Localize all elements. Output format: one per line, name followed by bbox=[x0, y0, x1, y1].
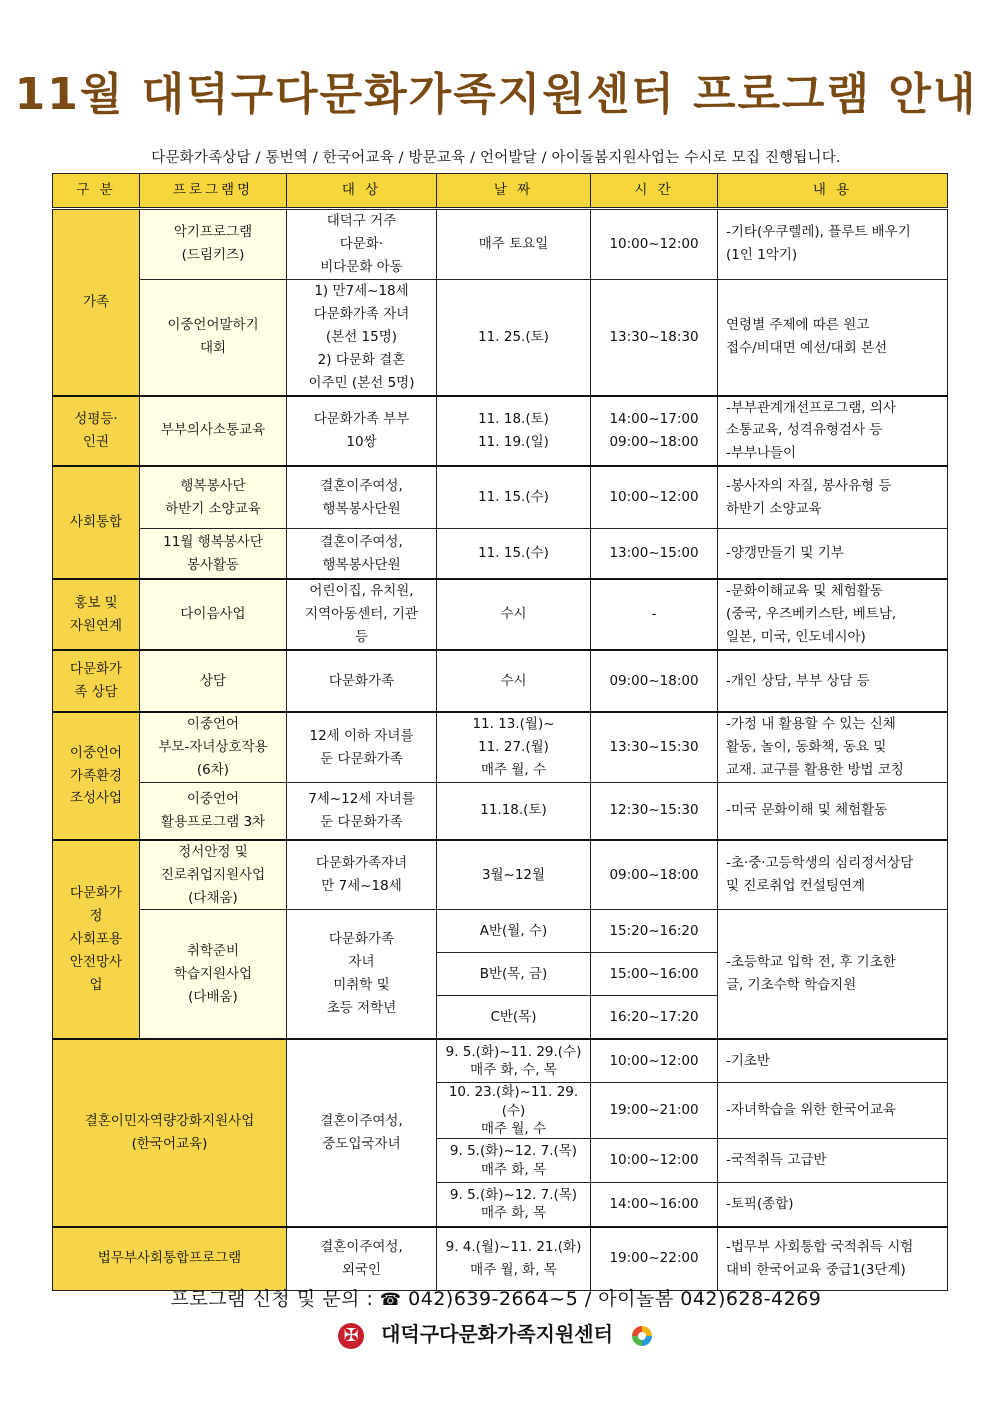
cell-line: 11. 25.(토) bbox=[478, 328, 549, 345]
target-cell bbox=[287, 650, 437, 712]
content-cell bbox=[718, 840, 948, 910]
target-cell bbox=[287, 1039, 437, 1227]
cell-line: 수시 bbox=[500, 672, 527, 689]
program-name-cell bbox=[140, 650, 287, 712]
cell-line: 성평등· bbox=[74, 410, 118, 427]
category-cell bbox=[53, 1039, 287, 1227]
program-name-cell bbox=[140, 528, 287, 579]
date-cell bbox=[437, 783, 591, 840]
cell-line: 매주 화, 수, 목 bbox=[470, 1062, 557, 1079]
date-cell: C반(목) bbox=[437, 996, 591, 1039]
header-program: 프로그램명 bbox=[140, 174, 287, 209]
cell-line: 행복봉사단원 bbox=[322, 556, 401, 573]
cell-line: 글, 기초수학 학습지원 bbox=[726, 977, 857, 994]
cell-line: 및 진로취업 컨설팅연계 bbox=[726, 878, 865, 895]
cell-line: 1) 만7세~18세 bbox=[314, 282, 409, 299]
header-target: 대 상 bbox=[287, 174, 437, 209]
content-cell: -기초반 bbox=[718, 1039, 948, 1083]
cell-line: 정서안정 및 bbox=[178, 843, 248, 860]
cell-line: 만 7세~18세 bbox=[321, 878, 402, 895]
cell-line: 연령별 주제에 따른 원고 bbox=[726, 317, 870, 334]
category-cell bbox=[53, 396, 140, 467]
program-name-cell bbox=[140, 579, 287, 650]
table-row bbox=[53, 650, 948, 712]
content-cell: -토픽(종합) bbox=[718, 1183, 948, 1227]
cell-line: 다이음사업 bbox=[180, 606, 246, 623]
table-row bbox=[53, 783, 948, 840]
category-cell bbox=[53, 209, 140, 396]
time-cell bbox=[591, 209, 718, 280]
cell-line: 다문화가족 부부 bbox=[313, 410, 410, 427]
cell-line: 인권 bbox=[82, 433, 110, 450]
table-row bbox=[53, 579, 948, 650]
cell-line: 홍보 및 bbox=[74, 594, 118, 611]
cell-line: 다문화가 bbox=[69, 884, 123, 901]
table-row bbox=[53, 528, 948, 579]
cell-line: 초등 저학년 bbox=[326, 1000, 397, 1017]
time-cell: 15:00~16:00 bbox=[591, 953, 718, 996]
content-cell bbox=[718, 209, 948, 280]
program-table bbox=[52, 173, 948, 1291]
cell-line: 부모-자녀상호작용 bbox=[158, 739, 268, 756]
time-cell bbox=[591, 650, 718, 712]
time-cell bbox=[591, 840, 718, 910]
cell-line: 이주민 (본선 5명) bbox=[308, 374, 415, 391]
cell-line: 둔 다문화가족 bbox=[320, 750, 403, 767]
target-cell bbox=[287, 209, 437, 280]
content-cell bbox=[718, 528, 948, 579]
date-cell bbox=[437, 712, 591, 782]
cell-line: 둔 다문화가족 bbox=[320, 813, 403, 830]
cell-line: -부부나들이 bbox=[726, 445, 797, 462]
cell-line: -문화이해교육 및 체험활동 bbox=[726, 583, 883, 600]
cell-line: 11. 18.(토) bbox=[478, 410, 549, 427]
time-cell bbox=[591, 712, 718, 782]
cell-line: 대회 bbox=[199, 340, 227, 357]
cell-line: 다문화가족자녀 bbox=[315, 855, 408, 872]
content-cell bbox=[718, 712, 948, 782]
program-name-cell bbox=[140, 396, 287, 467]
cell-line: 활용프로그램 3차 bbox=[160, 813, 266, 830]
time-cell bbox=[591, 279, 718, 395]
cell-line: 이중언어 bbox=[186, 790, 240, 807]
program-name-cell bbox=[140, 783, 287, 840]
cell-line: 10:00~12:00 bbox=[609, 235, 699, 252]
cell-line: 부부의사소통교육 bbox=[160, 422, 266, 439]
cell-line: 13:00~15:00 bbox=[609, 545, 699, 562]
cell-line: 결혼이주여성, bbox=[320, 477, 403, 494]
cell-line: 9. 5.(화)~11. 29.(수) bbox=[445, 1043, 582, 1060]
cell-line: 지역아동센터, 기관 bbox=[305, 606, 418, 623]
category-cell bbox=[53, 840, 140, 1039]
cell-line: 이중언어 bbox=[69, 744, 123, 761]
cell-line: 결혼이주여성, bbox=[320, 533, 403, 550]
cell-line: 소통교육, 성격유형검사 등 bbox=[726, 422, 883, 439]
date-cell bbox=[437, 1083, 591, 1139]
cell-line: 11.18.(토) bbox=[480, 802, 547, 819]
cell-line: -봉사자의 자질, 봉사유형 등 bbox=[726, 477, 892, 494]
cell-line: 안전망사 bbox=[69, 953, 123, 970]
cell-line: 비다문화 아동 bbox=[320, 258, 403, 275]
table-row bbox=[53, 279, 948, 395]
header-content: 내 용 bbox=[718, 174, 948, 209]
center-logo-icon bbox=[630, 1324, 654, 1348]
cell-line: (본선 15명) bbox=[325, 328, 398, 345]
cell-line: (다배움) bbox=[188, 988, 238, 1005]
table-header-row bbox=[53, 174, 948, 209]
cell-line: 결혼이민자역량강화지원사업 bbox=[84, 1112, 255, 1129]
date-cell bbox=[437, 1039, 591, 1083]
time-cell: 16:20~17:20 bbox=[591, 996, 718, 1039]
cell-line: 봉사활동 bbox=[186, 556, 240, 573]
cell-line: 11월 행복봉사단 bbox=[163, 533, 263, 550]
cell-line: 9. 5.(화)~12. 7.(목) bbox=[449, 1187, 578, 1204]
cell-line: 행복봉사단원 bbox=[322, 500, 401, 517]
table-row bbox=[53, 1039, 948, 1083]
cell-line: 다문화가 bbox=[69, 661, 123, 678]
header-category: 구 분 bbox=[53, 174, 140, 209]
time-cell bbox=[591, 466, 718, 528]
date-cell: A반(월, 수) bbox=[437, 910, 591, 953]
date-cell bbox=[437, 1227, 591, 1291]
cell-line: -미국 문화이해 및 체험활동 bbox=[726, 802, 888, 819]
cell-line: (1인 1악기) bbox=[726, 247, 798, 264]
date-cell bbox=[437, 650, 591, 712]
program-name-cell bbox=[140, 910, 287, 1039]
date-cell bbox=[437, 209, 591, 280]
cell-line: 10쌍 bbox=[346, 433, 377, 450]
target-cell bbox=[287, 1227, 437, 1291]
cell-line: 외국인 bbox=[341, 1261, 382, 1278]
table-row bbox=[53, 209, 948, 280]
target-cell bbox=[287, 396, 437, 467]
cell-line: 19:00~22:00 bbox=[609, 1250, 699, 1267]
cell-line: 사회포용 bbox=[69, 930, 123, 947]
time-cell bbox=[591, 783, 718, 840]
organization-name: 대덕구다문화가족지원센터 bbox=[381, 1322, 613, 1346]
cell-line: 12세 이하 자녀를 bbox=[309, 727, 414, 744]
date-cell bbox=[437, 840, 591, 910]
category-cell bbox=[53, 1227, 287, 1291]
time-cell: 10:00~12:00 bbox=[591, 1039, 718, 1083]
cell-line: 자녀 bbox=[348, 954, 375, 971]
cell-line: 13:30~15:30 bbox=[609, 739, 699, 756]
cell-line: -개인 상담, 부부 상담 등 bbox=[726, 672, 870, 689]
time-cell bbox=[591, 528, 718, 579]
content-cell: -국적취득 고급반 bbox=[718, 1139, 948, 1183]
target-cell bbox=[287, 579, 437, 650]
category-cell bbox=[53, 712, 140, 839]
target-cell bbox=[287, 910, 437, 1039]
content-cell bbox=[718, 650, 948, 712]
cell-line: 매주 월, 수 bbox=[480, 1120, 547, 1137]
category-cell bbox=[53, 650, 140, 712]
cell-line: 11. 19.(일) bbox=[478, 433, 549, 450]
contact-info bbox=[0, 1284, 992, 1311]
date-cell bbox=[437, 466, 591, 528]
category-cell bbox=[53, 466, 140, 579]
program-name-cell bbox=[140, 209, 287, 280]
content-cell bbox=[718, 783, 948, 840]
content-cell: -자녀학습을 위한 한국어교육 bbox=[718, 1083, 948, 1139]
cell-line: 11. 27.(월) bbox=[478, 739, 549, 756]
cell-line: 9. 5.(화)~12. 7.(목) bbox=[449, 1143, 578, 1160]
cell-line: 행복봉사단 bbox=[180, 477, 246, 494]
cell-line: 어린이집, 유치원, bbox=[309, 583, 414, 600]
cell-line: 9. 4.(월)~11. 21.(화) bbox=[445, 1238, 582, 1255]
cell-line: 09:00~18:00 bbox=[609, 866, 699, 883]
cell-line: 하반기 소양교육 bbox=[165, 500, 261, 517]
content-cell bbox=[718, 1227, 948, 1291]
cell-line: 다문화가족 bbox=[328, 931, 395, 948]
table-row bbox=[53, 396, 948, 467]
cell-line: 11. 15.(수) bbox=[478, 545, 549, 562]
target-cell bbox=[287, 783, 437, 840]
cell-line: 법무부사회통합프로그램 bbox=[97, 1250, 242, 1267]
contact-phones: 042)639-2664~5 / 아이돌봄 042)628-4269 bbox=[408, 1288, 822, 1310]
cell-line: 다문화가족 자녀 bbox=[313, 305, 410, 322]
catholic-cross-icon: ✠ bbox=[338, 1323, 364, 1349]
category-cell bbox=[53, 579, 140, 650]
cell-line: 취학준비 bbox=[186, 942, 240, 959]
cell-line: 하반기 소양교육 bbox=[726, 500, 822, 517]
time-cell: 19:00~21:00 bbox=[591, 1083, 718, 1139]
cell-line: 09:00~18:00 bbox=[609, 433, 699, 450]
table-row bbox=[53, 1227, 948, 1291]
cell-line: 학습지원사업 bbox=[173, 965, 253, 982]
cell-line: 09:00~18:00 bbox=[609, 672, 699, 689]
cell-line: 11. 15.(수) bbox=[478, 489, 549, 506]
time-cell: 10:00~12:00 bbox=[591, 1139, 718, 1183]
time-cell bbox=[591, 1227, 718, 1291]
table-row bbox=[53, 840, 948, 910]
table-row bbox=[53, 712, 948, 782]
cell-line: 악기프로그램 bbox=[173, 224, 253, 241]
cell-line: 진로취업지원사업 bbox=[160, 866, 266, 883]
content-cell bbox=[718, 579, 948, 650]
cell-line: 3월~12월 bbox=[481, 866, 546, 883]
date-cell: B반(목, 금) bbox=[437, 953, 591, 996]
cell-line: 매주 월, 화, 목 bbox=[470, 1261, 557, 1278]
cell-line: 조성사업 bbox=[69, 790, 123, 807]
date-cell bbox=[437, 279, 591, 395]
program-name-cell bbox=[140, 279, 287, 395]
table-row bbox=[53, 466, 948, 528]
cell-line: 13:30~18:30 bbox=[609, 328, 699, 345]
content-cell bbox=[718, 279, 948, 395]
cell-line: 매주 화, 목 bbox=[480, 1161, 547, 1178]
recruitment-notice: 다문화가족상담 / 통번역 / 한국어교육 / 방문교육 / 언어발달 / 아이돌봄지원사업는 수시로 모집 진행됩니다. bbox=[151, 150, 841, 166]
time-cell bbox=[591, 579, 718, 650]
date-cell bbox=[437, 396, 591, 467]
cell-line: 접수/비대면 예선/대회 본선 bbox=[726, 340, 888, 357]
cell-line: 다문화· bbox=[339, 235, 384, 252]
date-cell bbox=[437, 1139, 591, 1183]
cell-line: 이중언어말하기 bbox=[167, 317, 259, 334]
date-cell bbox=[437, 528, 591, 579]
cell-line: (중국, 우즈베키스탄, 베트남, bbox=[726, 606, 897, 623]
cell-line: 대덕구 거주 bbox=[326, 213, 397, 229]
cell-line: 10. 23.(화)~11. 29.(수) bbox=[448, 1084, 579, 1119]
cell-line: 가족환경 bbox=[69, 767, 123, 784]
cell-line: 가족 bbox=[82, 293, 110, 310]
program-name-cell bbox=[140, 840, 287, 910]
cell-line: 교재. 교구를 활용한 방법 코칭 bbox=[726, 762, 904, 779]
cell-line: -양갱만들기 및 기부 bbox=[726, 545, 844, 562]
cell-line: -초등학교 입학 전, 후 기초한 bbox=[726, 954, 896, 971]
header-date: 날 짜 bbox=[437, 174, 591, 209]
target-cell bbox=[287, 712, 437, 782]
cell-line: 일본, 미국, 인도네시아) bbox=[726, 629, 866, 646]
table-row bbox=[53, 910, 948, 953]
cell-line: -초·중·고등학생의 심리정서상담 bbox=[726, 855, 914, 872]
cell-line: 업 bbox=[89, 976, 103, 993]
cell-line: 7세~12세 자녀를 bbox=[308, 790, 415, 807]
cell-line: 자원연계 bbox=[69, 617, 123, 634]
cell-line: 14:00~17:00 bbox=[609, 410, 699, 427]
contact-label: 프로그램 신청 및 문의 : bbox=[170, 1288, 374, 1310]
time-cell bbox=[591, 396, 718, 467]
content-cell bbox=[718, 910, 948, 1039]
target-cell bbox=[287, 279, 437, 395]
cell-line: -법무부 사회통합 국적취득 시험 bbox=[726, 1238, 914, 1255]
target-cell bbox=[287, 466, 437, 528]
organization-signature bbox=[0, 1318, 992, 1349]
cell-line: 이중언어 bbox=[186, 716, 240, 733]
content-cell bbox=[718, 396, 948, 467]
cell-line: 중도입국자녀 bbox=[322, 1135, 401, 1152]
cell-line: 매주 월, 수 bbox=[480, 762, 547, 779]
cell-line: -기타(우쿠렐레), 플루트 배우기 bbox=[726, 224, 911, 241]
header-time: 시 간 bbox=[591, 174, 718, 209]
cell-line: 매주 화, 목 bbox=[480, 1205, 547, 1222]
cell-line: 매주 토요일 bbox=[478, 235, 549, 252]
cell-line: 상담 bbox=[199, 672, 227, 689]
cell-line: 대비 한국어교육 중급1(3단계) bbox=[726, 1261, 906, 1278]
cell-line: (드림키즈) bbox=[181, 247, 245, 264]
target-cell bbox=[287, 840, 437, 910]
date-cell bbox=[437, 1183, 591, 1227]
cell-line: 등 bbox=[354, 629, 369, 646]
time-cell: 14:00~16:00 bbox=[591, 1183, 718, 1227]
cell-line: - bbox=[651, 606, 657, 623]
cell-line: 족 상담 bbox=[74, 684, 118, 701]
cell-line: 11. 13.(월)~ bbox=[472, 716, 555, 733]
cell-line: 수시 bbox=[500, 606, 527, 623]
content-cell bbox=[718, 466, 948, 528]
date-cell bbox=[437, 579, 591, 650]
phone-icon: ☎ bbox=[379, 1290, 402, 1310]
cell-line: 결혼이주여성, bbox=[320, 1112, 403, 1129]
cell-line: 10:00~12:00 bbox=[609, 489, 699, 506]
program-name-cell bbox=[140, 712, 287, 782]
target-cell bbox=[287, 528, 437, 579]
cell-line: 사회통합 bbox=[69, 514, 123, 531]
cell-line: (다채움) bbox=[188, 889, 238, 906]
cell-line: -가정 내 활용할 수 있는 신체 bbox=[726, 716, 896, 733]
cell-line: 활동, 놀이, 동화책, 동요 및 bbox=[726, 739, 887, 756]
cell-line: 미취학 및 bbox=[333, 977, 390, 994]
cell-line: (6차) bbox=[196, 762, 230, 779]
cell-line: (한국어교육) bbox=[131, 1135, 208, 1152]
program-name-cell bbox=[140, 466, 287, 528]
time-cell: 15:20~16:20 bbox=[591, 910, 718, 953]
cell-line: 12:30~15:30 bbox=[609, 802, 699, 819]
cell-line: 결혼이주여성, bbox=[320, 1238, 403, 1255]
cell-line: 다문화가족 bbox=[328, 672, 395, 689]
cell-line: 정 bbox=[89, 907, 103, 924]
cell-line: 2) 다문화 결혼 bbox=[317, 351, 406, 368]
page-title: 11월 대덕구다문화가족지원센터 프로그램 안내 bbox=[14, 69, 978, 120]
cell-line: -부부관계개선프로그램, 의사 bbox=[726, 399, 896, 416]
